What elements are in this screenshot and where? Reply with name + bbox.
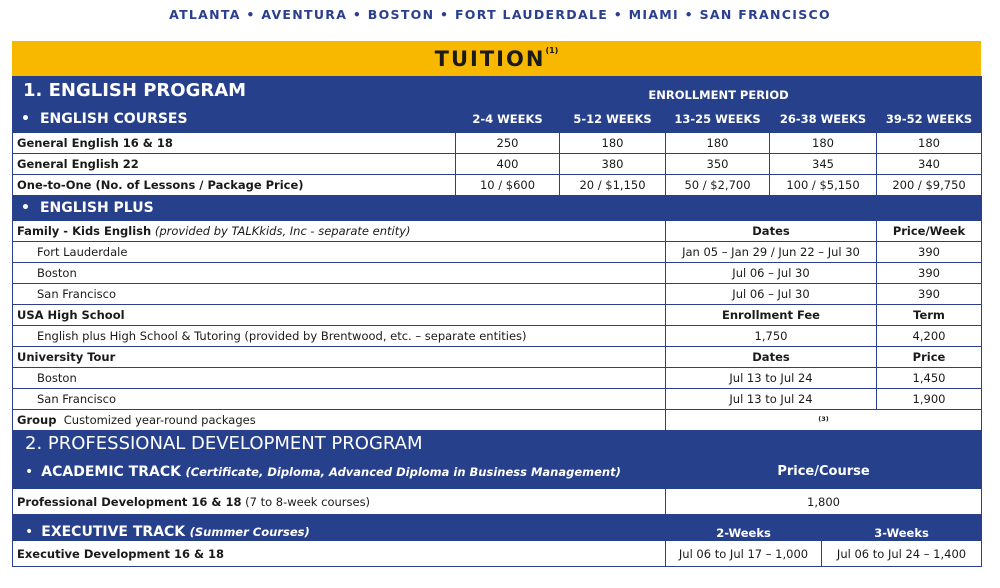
table-row xyxy=(13,410,982,431)
period-header: 2-4 WEEKS xyxy=(456,105,560,133)
table-row xyxy=(13,133,982,154)
university-tour-title: University Tour xyxy=(13,347,666,368)
table-row xyxy=(13,221,982,242)
price-cell: 200 / $9,750 xyxy=(877,175,982,196)
bullet-icon: • xyxy=(21,200,30,216)
high-school-description: English plus High School & Tutoring (provided by Brentwood, etc. – separate entities) xyxy=(13,326,666,347)
professional-heading: 2. PROFESSIONAL DEVELOPMENT PROGRAM xyxy=(13,431,982,455)
price-week-header: Price/Week xyxy=(877,221,982,242)
english-courses-label: ENGLISH COURSES xyxy=(39,110,188,127)
price-cell: 100 / $5,150 xyxy=(770,175,877,196)
price-cell: 390 xyxy=(877,284,982,305)
tuition-table xyxy=(12,76,982,567)
price-cell: 1,900 xyxy=(877,389,982,410)
family-kids-title xyxy=(13,221,666,242)
price-cell: 390 xyxy=(877,242,982,263)
period-header: 5-12 WEEKS xyxy=(560,105,666,133)
academic-track-note: (Certificate, Diploma, Advanced Diploma in Business Management) xyxy=(185,464,621,479)
table-row xyxy=(13,305,982,326)
location-name: Boston xyxy=(13,368,666,389)
tuition-title xyxy=(12,41,981,76)
table-row xyxy=(13,284,982,305)
group-description: Customized year-round packages xyxy=(63,413,256,427)
table-row xyxy=(13,175,982,196)
professional-dev-note: (7 to 8-week courses) xyxy=(245,494,371,509)
price-cell: 10 / $600 xyxy=(456,175,560,196)
english-courses-label-cell xyxy=(13,105,456,133)
term-cell: 4,200 xyxy=(877,326,982,347)
period-header: 13-25 WEEKS xyxy=(666,105,770,133)
academic-track-label: ACADEMIC TRACK xyxy=(41,463,181,480)
two-weeks-cell: Jul 06 to Jul 17 – 1,000 xyxy=(666,541,822,567)
price-cell: 250 xyxy=(456,133,560,154)
title-text: TUITION xyxy=(434,47,546,71)
dates-cell: Jul 13 to Jul 24 xyxy=(666,389,877,410)
professional-dev-name: Professional Development 16 & 18 xyxy=(17,494,242,509)
location-name: Boston xyxy=(13,263,666,284)
price-cell: 180 xyxy=(560,133,666,154)
price-cell: 20 / $1,150 xyxy=(560,175,666,196)
group-note-cell xyxy=(666,410,982,431)
table-row xyxy=(13,389,982,410)
english-program-heading: 1. ENGLISH PROGRAM xyxy=(13,77,456,105)
location-name: Fort Lauderdale xyxy=(13,242,666,263)
group-cell xyxy=(13,410,666,431)
english-plus-label-cell xyxy=(13,196,982,221)
family-kids-note: (provided by TALKkids, Inc - separate entity) xyxy=(154,224,411,238)
location-name: San Francisco xyxy=(13,284,666,305)
term-header: Term xyxy=(877,305,982,326)
table-row xyxy=(13,489,982,515)
table-row xyxy=(13,368,982,389)
dates-header: Dates xyxy=(666,347,877,368)
high-school-title: USA High School xyxy=(13,305,666,326)
tuition-table-frame xyxy=(12,41,981,567)
price-cell: 180 xyxy=(770,133,877,154)
course-name: General English 22 xyxy=(13,154,456,175)
english-courses-header-row xyxy=(13,105,982,133)
professional-header-row xyxy=(13,431,982,455)
price-course-header: Price/Course xyxy=(666,455,982,489)
table-row xyxy=(13,263,982,284)
bullet-icon: • xyxy=(25,463,34,480)
executive-track-label: EXECUTIVE TRACK xyxy=(41,524,186,540)
table-row xyxy=(13,242,982,263)
group-footnote: (3) xyxy=(818,415,829,423)
price-cell: 340 xyxy=(877,154,982,175)
price-cell: 390 xyxy=(877,263,982,284)
executive-track-cell xyxy=(13,515,666,541)
family-kids-name: Family - Kids English xyxy=(17,224,152,238)
table-row xyxy=(13,154,982,175)
professional-dev-cell xyxy=(13,489,666,515)
table-row xyxy=(13,326,982,347)
executive-track-row xyxy=(13,515,982,541)
bullet-icon: • xyxy=(25,524,34,540)
english-plus-heading: ENGLISH PLUS xyxy=(39,200,154,216)
course-name: General English 16 & 18 xyxy=(13,133,456,154)
price-cell: 380 xyxy=(560,154,666,175)
dates-header: Dates xyxy=(666,221,877,242)
location-name: San Francisco xyxy=(13,389,666,410)
price-cell: 1,800 xyxy=(666,489,982,515)
academic-track-cell xyxy=(13,455,666,489)
course-name: One-to-One (No. of Lessons / Package Price) xyxy=(13,175,456,196)
english-program-header-row xyxy=(13,77,982,105)
executive-dev-name: Executive Development 16 & 18 xyxy=(13,541,666,567)
executive-track-note: (Summer Courses) xyxy=(189,525,310,539)
price-header: Price xyxy=(877,347,982,368)
price-cell: 345 xyxy=(770,154,877,175)
dates-cell: Jan 05 – Jan 29 / Jun 22 – Jul 30 xyxy=(666,242,877,263)
three-weeks-cell: Jul 06 to Jul 24 – 1,400 xyxy=(822,541,982,567)
enrollment-period-label: ENROLLMENT PERIOD xyxy=(456,77,982,105)
two-weeks-header: 2-Weeks xyxy=(666,515,822,541)
price-cell: 180 xyxy=(666,133,770,154)
price-cell: 50 / $2,700 xyxy=(666,175,770,196)
group-label: Group xyxy=(17,413,57,427)
dates-cell: Jul 13 to Jul 24 xyxy=(666,368,877,389)
price-cell: 1,450 xyxy=(877,368,982,389)
fee-cell: 1,750 xyxy=(666,326,877,347)
table-row xyxy=(13,541,982,567)
enrollment-fee-header: Enrollment Fee xyxy=(666,305,877,326)
city-list: ATLANTA • AVENTURA • BOSTON • FORT LAUDERDALE • MIAMI • SAN FRANCISCO xyxy=(169,7,831,22)
period-header: 39-52 WEEKS xyxy=(877,105,982,133)
dates-cell: Jul 06 – Jul 30 xyxy=(666,284,877,305)
price-cell: 400 xyxy=(456,154,560,175)
price-cell: 350 xyxy=(666,154,770,175)
period-header: 26-38 WEEKS xyxy=(770,105,877,133)
bullet-icon: • xyxy=(21,110,30,127)
price-cell: 180 xyxy=(877,133,982,154)
table-row xyxy=(13,347,982,368)
three-weeks-header: 3-Weeks xyxy=(822,515,982,541)
dates-cell: Jul 06 – Jul 30 xyxy=(666,263,877,284)
academic-track-row xyxy=(13,455,982,489)
title-footnote: (1) xyxy=(545,46,559,55)
english-plus-header-row xyxy=(13,196,982,221)
